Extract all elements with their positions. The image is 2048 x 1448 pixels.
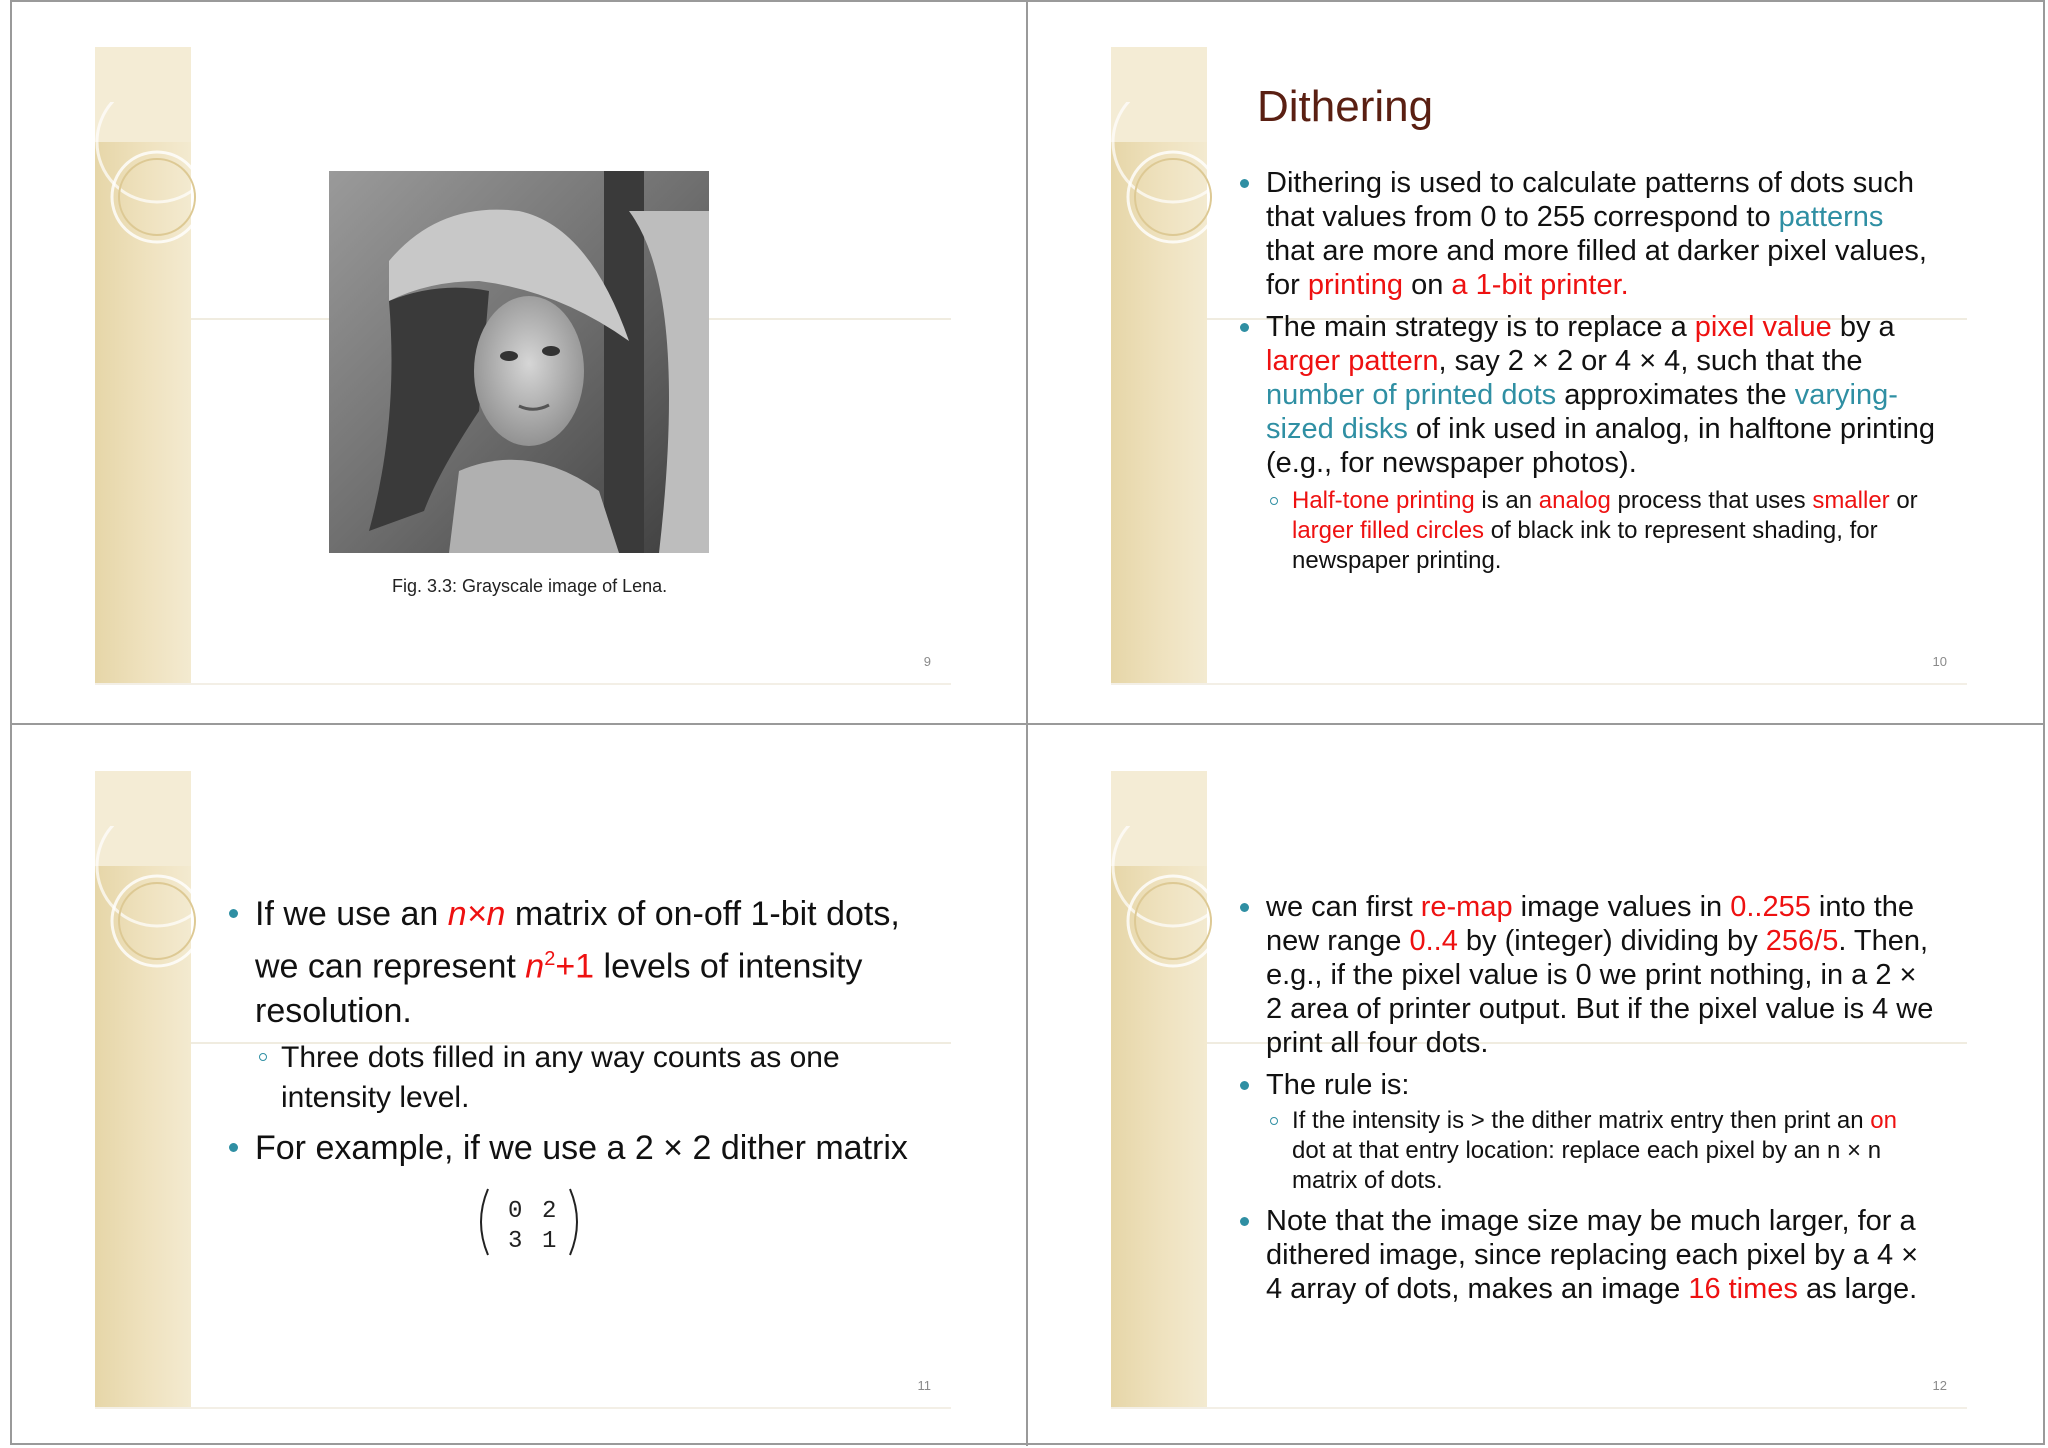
sub-list-item: Half-tone printing is an analog process that uses smaller or larger filled circles of black ink to represent shading, for newspaper printing. (1266, 486, 1936, 576)
list-item: Dithering is used to calculate patterns of dots such that values from 0 to 255 correspond to patterns that are more and more filled at darker pixel values, for printing on a 1-bit printer. (1236, 166, 1936, 302)
list-item: The rule is: If the intensity is > the dither matrix entry then print an on dot at that entry location: replace each pixel by an n × n matrix of dots. (1236, 1068, 1936, 1196)
matrix-cell: 3 (508, 1228, 523, 1255)
sub-list-item: If the intensity is > the dither matrix entry then print an on dot at that entry location: replace each pixel by an n × n matrix of dots. (1266, 1106, 1936, 1196)
footer-divider (95, 683, 951, 685)
list-item: If we use an n×n matrix of on-off 1-bit dots, we can represent $n^2+1$ levels of intensity resolution. Three dots filled in any way counts as one intensity level. (225, 892, 925, 1118)
page-number: 11 (917, 1378, 931, 1393)
sub-list (1266, 486, 1936, 576)
page-number: 10 (1932, 654, 1947, 669)
bullet-list (225, 892, 925, 1179)
page-number: 9 (923, 654, 931, 669)
sub-list (255, 1038, 925, 1118)
dither-matrix (474, 1185, 584, 1259)
ring-ornament-icon (82, 826, 202, 976)
horizontal-divider (10, 723, 2045, 725)
matrix-cell: 0 (508, 1198, 523, 1225)
list-item: we can first re-map image values in 0..255 into the new range 0..4 by (integer) dividing by 256/5. Then, e.g., if the pixel value is 0 we print nothing, in a 2 × 2 area of printer output. But if the pixel value is 4 we print all four dots. (1236, 890, 1936, 1060)
bullet-list (1236, 166, 1936, 584)
slide-title: Dithering (1257, 82, 1434, 131)
figure-caption: Fig. 3.3: Grayscale image of Lena. (392, 576, 668, 596)
list-item: The main strategy is to replace a pixel value by a larger pattern, say 2 × 2 or 4 × 4, such that the number of printed dots approximates the varying-sized disks of ink used in analog, in halftone printing (e.g., for newspaper photos). Half-tone printing is an analog process that uses smaller or larger filled circles of black ink to represent shading, for newspaper printing. (1236, 310, 1936, 576)
matrix-cell: 2 (542, 1198, 557, 1225)
ring-ornament-icon (1098, 102, 1218, 252)
footer-divider (1111, 1407, 1967, 1409)
ring-ornament-icon (1098, 826, 1218, 976)
sub-list (1266, 1106, 1936, 1196)
page-number: 12 (1932, 1378, 1947, 1393)
footer-divider (1111, 683, 1967, 685)
matrix-cell: 1 (542, 1228, 557, 1255)
sub-list-item: Three dots filled in any way counts as one intensity level. (255, 1038, 925, 1118)
list-item: Note that the image size may be much larger, for a dithered image, since replacing each pixel by a 4 × 4 array of dots, makes an image 16 times as large. (1236, 1204, 1936, 1306)
footer-divider (95, 1407, 951, 1409)
list-item: For example, if we use a 2 × 2 dither matrix (225, 1126, 925, 1171)
ring-ornament-icon (82, 102, 202, 252)
lena-grayscale-image (329, 171, 709, 553)
bullet-list (1236, 890, 1936, 1314)
